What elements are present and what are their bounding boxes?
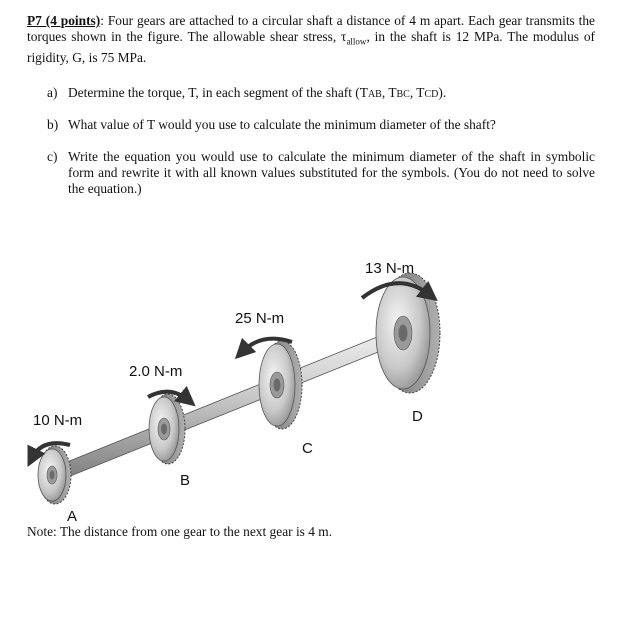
subscript-ab: AB xyxy=(367,89,382,100)
question-a-text: Determine the torque, T, in each segment of the shaft (TAB, TBC, TCD). xyxy=(68,85,447,100)
torque-label-a: 10 N-m xyxy=(33,412,83,429)
torque-label-b: 2.0 N-m xyxy=(129,363,183,380)
problem-heading: P7 (4 points) xyxy=(27,13,101,28)
gear-a xyxy=(38,446,71,504)
question-c-text: Write the equation you would use to calculate the minimum diameter of the shaft in symbolic form and rewrite it with all known values substituted for the symbols. (You do not need to solve the equation.) xyxy=(68,149,595,196)
gear-label-c: C xyxy=(302,440,313,457)
subscript-cd: CD xyxy=(424,89,439,100)
gear-label-d: D xyxy=(412,408,423,425)
tau-allow-subscript: allow xyxy=(346,36,367,47)
torque-label-d: 13 N-m xyxy=(365,260,415,277)
problem-intro-part1: : Four gears are attached to a circular shaft a distance of 4 m apart. Each gear transmits the torques shown in the figure. The allowable shear stress, τ xyxy=(27,13,595,44)
distance-note: Note: The distance from one gear to the next gear is 4 m. xyxy=(27,524,333,539)
gear-label-a: A xyxy=(67,508,78,525)
torque-label-c: 25 N-m xyxy=(235,310,285,327)
gear-b xyxy=(149,394,185,464)
gear-d xyxy=(376,273,440,393)
subscript-bc: BC xyxy=(396,89,410,100)
question-a-label: a) xyxy=(47,85,58,100)
shaft xyxy=(49,325,413,482)
question-b-text: What value of T would you use to calculate the minimum diameter of the shaft? xyxy=(68,117,496,132)
gear-label-b: B xyxy=(180,472,191,489)
gear-c xyxy=(259,341,302,429)
question-c-label: c) xyxy=(47,149,58,164)
problem-intro-part2: , in the shaft is 12 MPa. The modulus of rigidity, G, is 75 MPa. xyxy=(27,29,595,65)
question-b-label: b) xyxy=(47,117,59,132)
